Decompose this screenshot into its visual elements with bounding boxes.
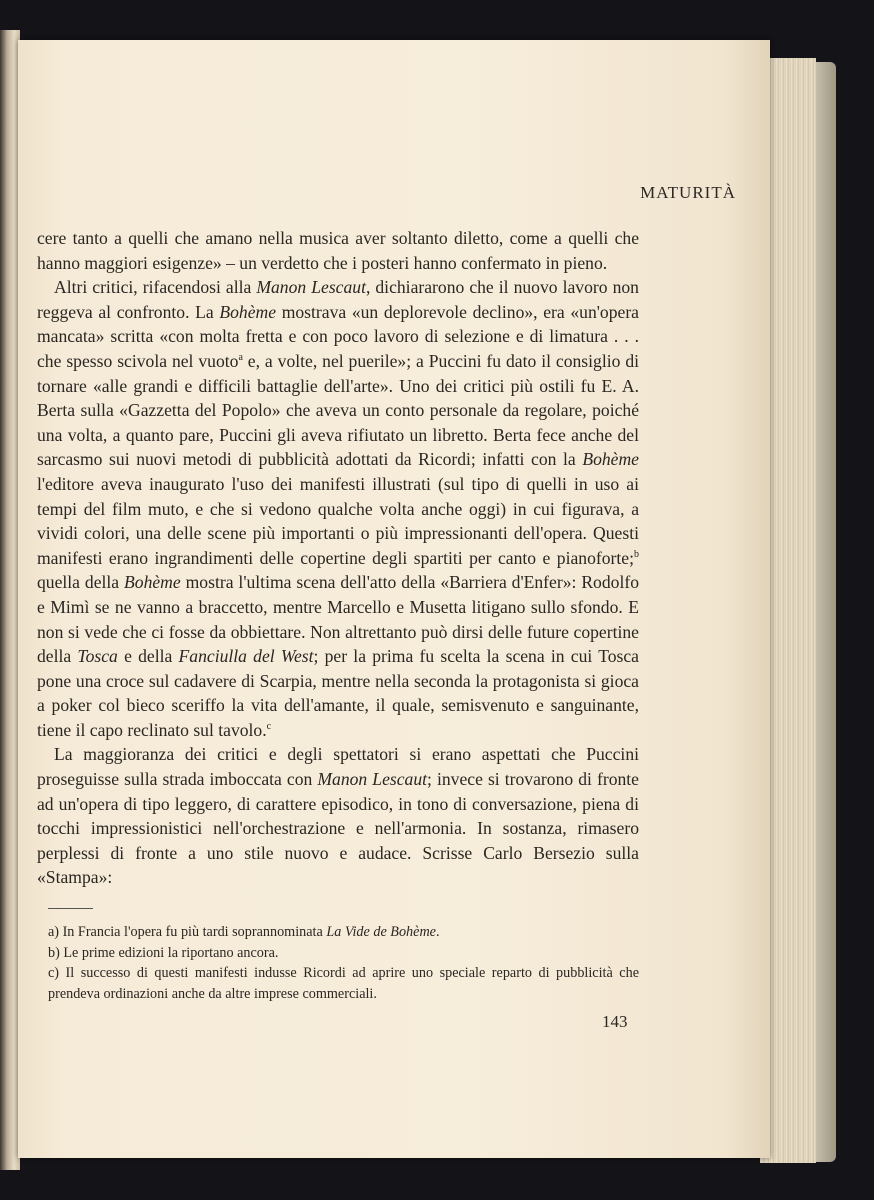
body-text xyxy=(37,226,639,890)
italic-title: Bohème xyxy=(124,572,181,593)
book-spine-left xyxy=(0,30,20,1170)
italic-title: Bohème xyxy=(219,301,277,322)
text-run: Altri critici, rifacendosi alla xyxy=(54,277,257,298)
text-run: a) In Francia l'opera fu più tardi soprannominata xyxy=(48,924,327,940)
text-run: c) Il successo di questi manifesti indusse Ricordi ad aprire uno speciale reparto di pubblicità che prendeva ordinazioni anche da altre imprese commerciali. xyxy=(48,965,639,1002)
text-run: quella della xyxy=(37,572,125,593)
footnote-marker: b xyxy=(634,548,639,560)
italic-title: Manon Lescaut xyxy=(256,277,366,298)
text-run: ; invece si trovarono di fronte ad un'opera di tipo leggero, di carattere episodico, in tono di conversazione, piena di tocchi impressionistici nell'orchestrazione e nell'armonia. In sostanza, rimasero perplessi di fronte a uno stile nuovo e audace. Scrisse Carlo Bersezio sulla «Stampa»: xyxy=(37,769,639,888)
text-run: . xyxy=(435,924,440,940)
running-head: MATURITÀ xyxy=(640,183,736,202)
text-run: La maggioranza dei critici e degli spettatori si erano aspettati che Puccini proseguisse sulla strada imboccata con xyxy=(37,744,639,790)
footnotes xyxy=(48,922,639,1004)
paragraph xyxy=(37,226,639,275)
footnote xyxy=(48,963,639,1004)
text-run: mostra l'ultima scena dell'atto della «Barriera d'Enfer»: Rodolfo e Mimì se ne vanno a braccetto, mentre Marcello e Musetta litigano sullo sfondo. E non si vede che ci fosse da obbiettare. Non altrettanto può dirsi delle future copertine della xyxy=(37,572,639,667)
italic-title: Bohème xyxy=(582,449,639,470)
page-number: 143 xyxy=(602,1012,628,1031)
paragraph xyxy=(37,742,639,890)
text-run: , dichiararono che il nuovo lavoro non reggeva al confronto. La xyxy=(37,277,639,322)
text-run: l'editore aveva inaugurato l'uso dei manifesti illustrati (sul tipo di quelli in uso ai tempi del film muto, e che si vedono qualche volta anche oggi) in cui figurava, a vividi colori, una delle scene più importanti o più impressionanti dell'opera. Questi manifesti erano ingrandimenti delle copertine degli spartiti per canto e pianoforte; xyxy=(37,473,639,568)
footnote xyxy=(48,943,639,964)
italic-title: La Vide de Bohème xyxy=(326,924,436,940)
footnote-marker: a xyxy=(238,352,243,364)
italic-title: Manon Lescaut xyxy=(317,769,428,790)
italic-title: Fanciulla del West xyxy=(178,646,314,667)
text-run: cere tanto a quelli che amano nella musica aver soltanto diletto, come a quelli che hanno maggiori esigenze» – un verdetto che i posteri hanno confermato in pieno. xyxy=(37,228,639,273)
text-run: e, a volte, nel puerile»; a Puccini fu dato il consiglio di tornare «alle grandi e difficili battaglie dell'arte». Uno dei critici più ostili fu E. A. Berta sulla «Gazzetta del Popolo» che aveva un conto personale da regolare, poiché una volta, a quanto pare, Puccini gli aveva rifiutato un libretto. Berta fece anche del sarcasmo sui nuovi metodi di pubblicità adottati da Ricordi; infatti con la xyxy=(37,350,639,470)
text-run: ; per la prima fu scelta la scena in cui Tosca pone una croce sul cadavere di Scarpia, mentre nella seconda la protagonista si gioca a poker col bieco sceriffo la vita dell'amante, il quale, semisvenuto e sanguinante, tiene il capo reclinato sul tavolo. xyxy=(37,646,639,740)
text-run: e della xyxy=(117,646,179,667)
text-run: mostrava «un deplorevole declino», era «un'opera mancata» scritta «con molta fretta e con poco lavoro di selezione e di limatura . . . che spesso scivola nel vuoto xyxy=(37,301,639,371)
italic-title: Tosca xyxy=(77,646,118,667)
footnote-rule xyxy=(48,908,93,909)
text-run: b) Le prime edizioni la riportano ancora. xyxy=(48,944,279,961)
paragraph xyxy=(37,275,639,742)
footnote xyxy=(48,922,639,943)
footnote-marker: c xyxy=(266,721,272,733)
